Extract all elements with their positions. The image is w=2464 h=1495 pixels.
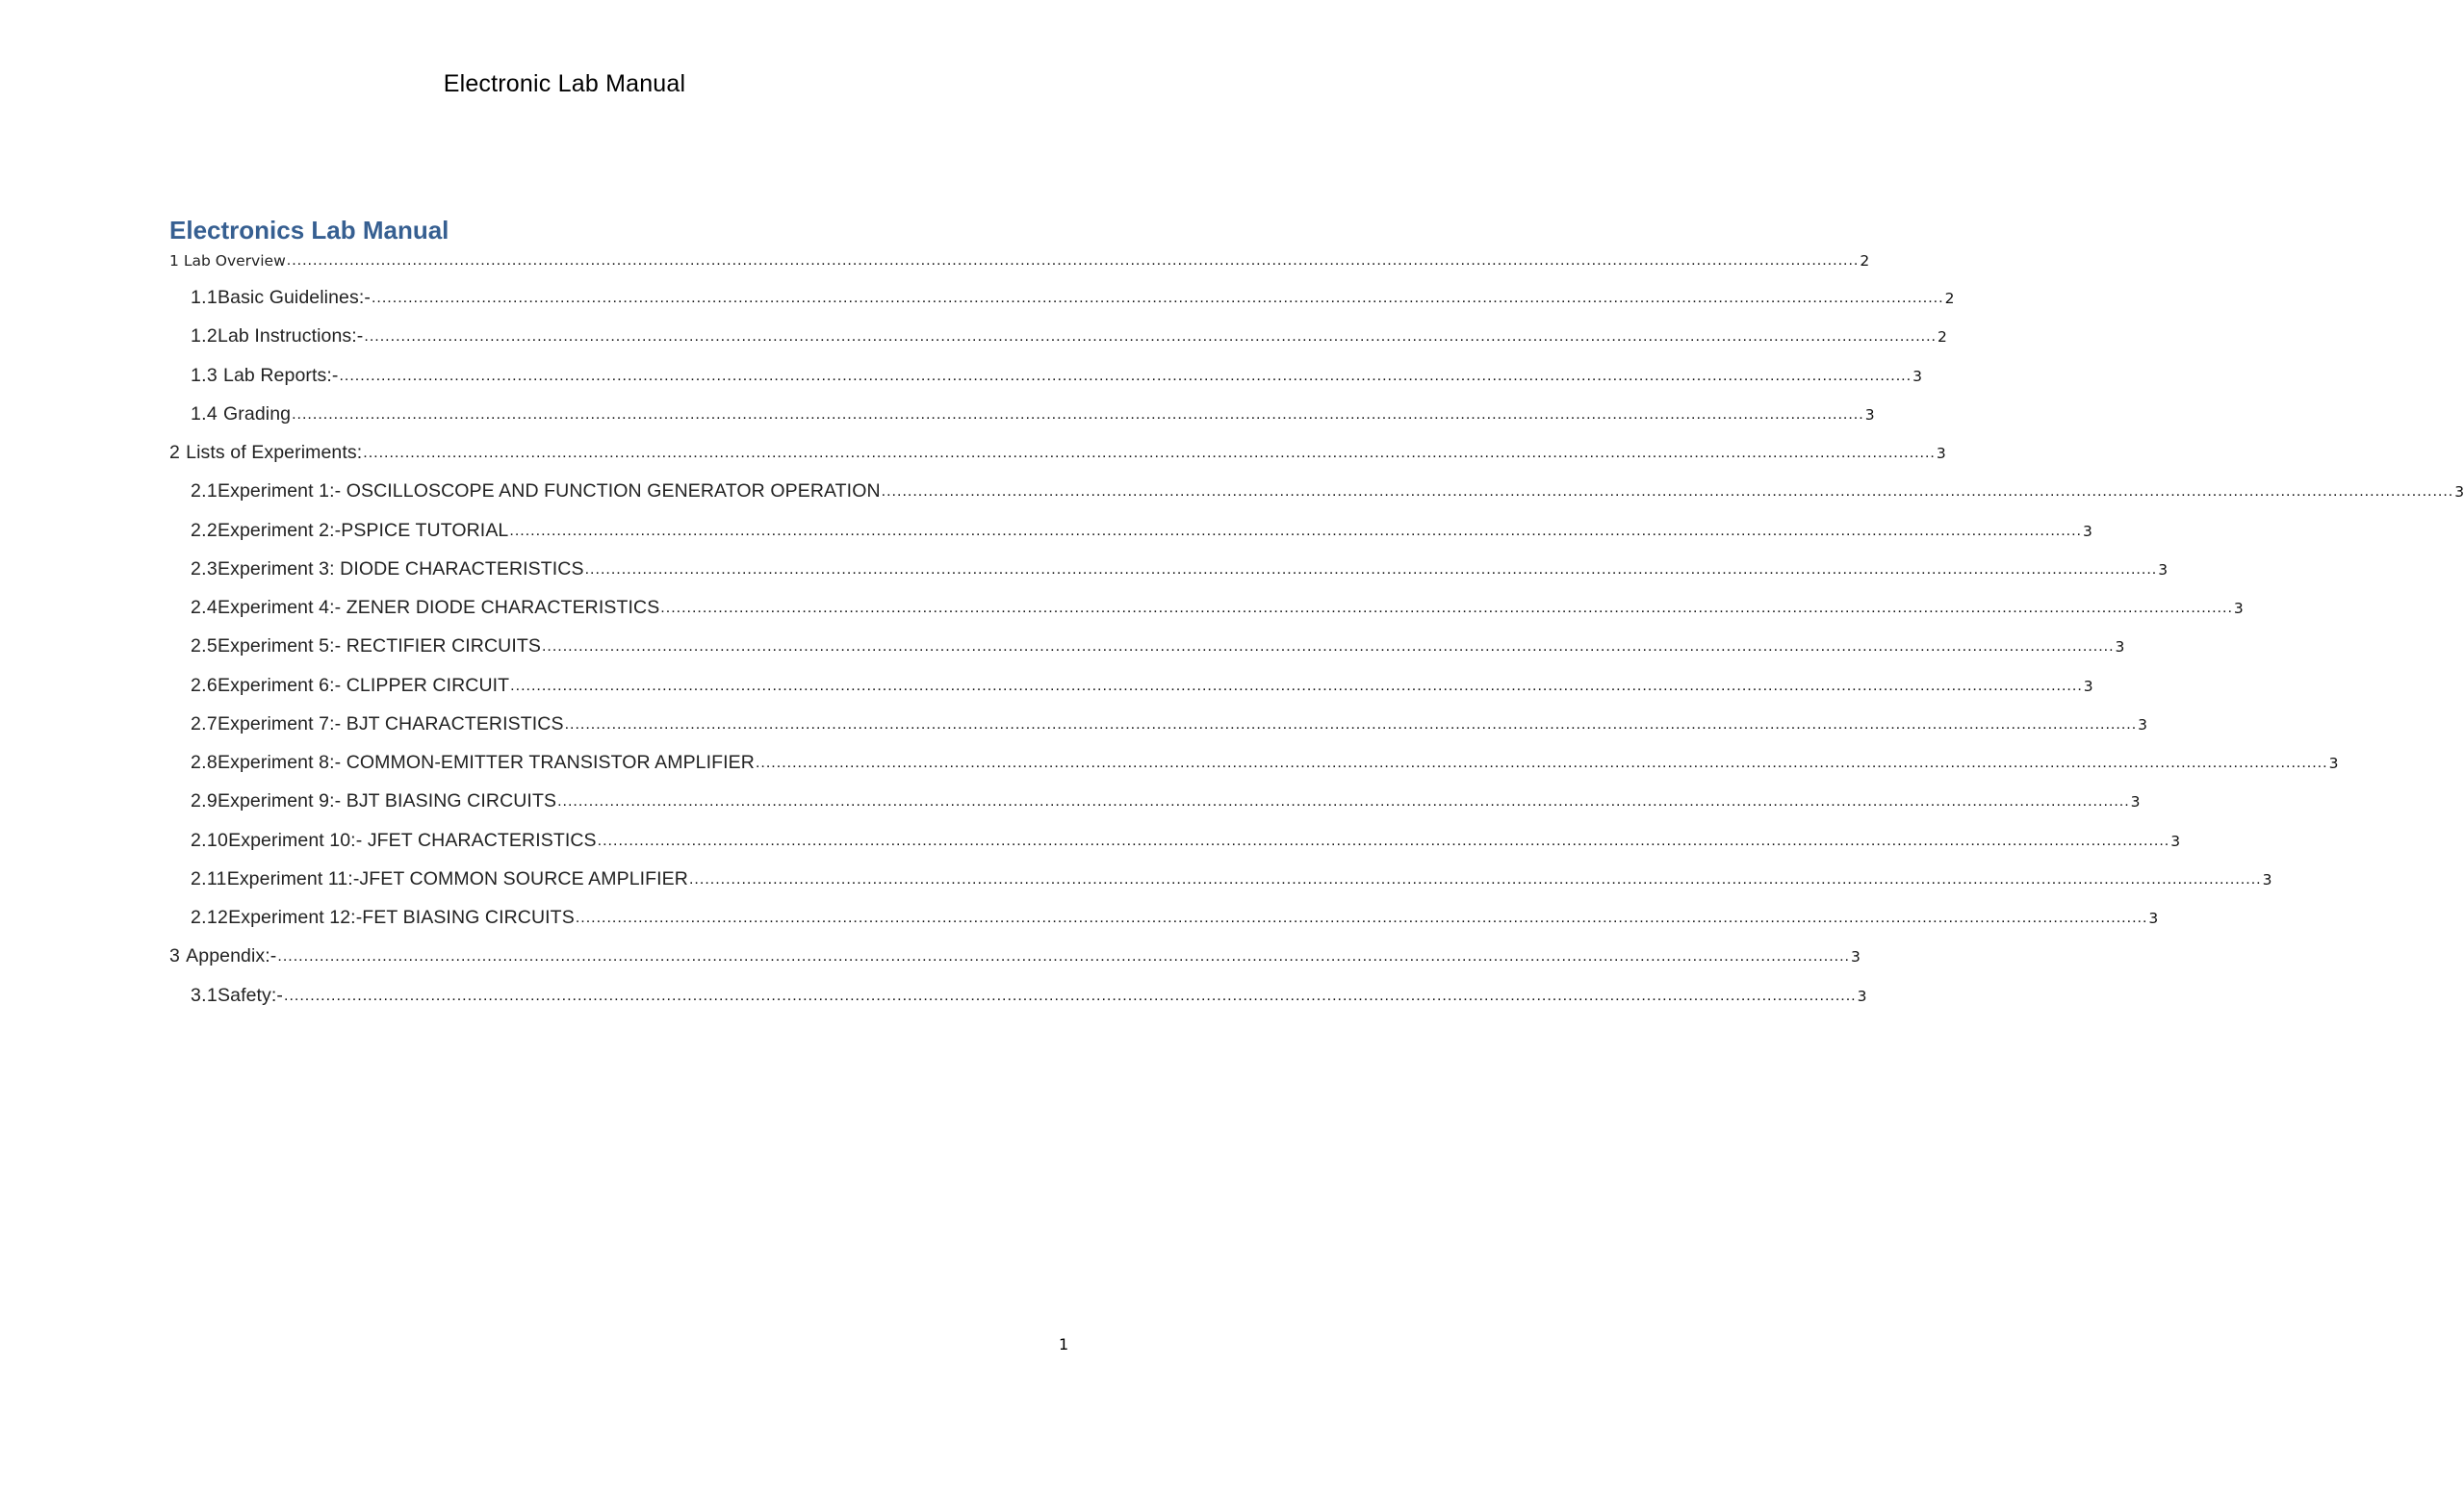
toc-dot-leader: ............................................................................................................................................................................................................................................................................................................ bbox=[881, 483, 2454, 501]
toc-entry-experiment-12[interactable] bbox=[191, 907, 2159, 945]
toc-dot-leader: ............................................................................................................................................................................................................................................................................................................ bbox=[509, 522, 2082, 539]
toc-entry-title: Experiment 5:- RECTIFIER CIRCUITS bbox=[218, 635, 541, 657]
page-number: 1 bbox=[1059, 1335, 1069, 1353]
toc-entry-number: 3.1 bbox=[191, 984, 218, 1006]
toc-entry-basic-guidelines[interactable] bbox=[191, 287, 1955, 325]
toc-dot-leader: ............................................................................................................................................................................................................................................................................................................ bbox=[564, 715, 2138, 733]
toc-entry-experiment-9[interactable] bbox=[191, 790, 2141, 829]
toc-dot-leader: ............................................................................................................................................................................................................................................................................................................ bbox=[597, 832, 2170, 849]
toc-entry-page: 3 bbox=[1936, 445, 1946, 462]
toc-entry-title: Experiment 3: DIODE CHARACTERISTICS bbox=[218, 557, 584, 580]
toc-entry-number: 2.4 bbox=[191, 597, 218, 618]
toc-entry-grading[interactable] bbox=[191, 402, 1875, 442]
toc-entry-title: Lists of Experiments: bbox=[186, 442, 363, 463]
page-header: Electronic Lab Manual bbox=[443, 70, 686, 97]
toc-entry-title: Experiment 11:-JFET COMMON SOURCE AMPLIFIER bbox=[226, 867, 688, 889]
toc-entry-number: 1.3 bbox=[191, 364, 218, 386]
toc-entry-page: 3 bbox=[2138, 715, 2148, 734]
toc-entry-experiment-2[interactable] bbox=[191, 519, 2092, 558]
toc-entry-number: 2 bbox=[169, 442, 181, 463]
toc-entry-number: 2.7 bbox=[191, 712, 218, 735]
toc-dot-leader: ............................................................................................................................................................................................................................................................................................................ bbox=[660, 600, 2233, 616]
toc-entry-experiment-4[interactable] bbox=[191, 597, 2244, 635]
toc-entry-number: 2.5 bbox=[191, 635, 218, 657]
toc-entry-experiment-7[interactable] bbox=[191, 712, 2148, 752]
toc-entry-title: Experiment 10:- JFET CHARACTERISTICS bbox=[228, 829, 597, 851]
toc-entry-page: 3 bbox=[2082, 522, 2092, 540]
toc-entry-title: Experiment 12:-FET BIASING CIRCUITS bbox=[228, 907, 575, 928]
toc-entry-lab-overview[interactable] bbox=[169, 248, 1870, 287]
toc-dot-leader: ............................................................................................................................................................................................................................................................................................................ bbox=[371, 290, 1944, 306]
toc-entry-title: Experiment 6:- CLIPPER CIRCUIT bbox=[218, 674, 510, 696]
toc-entry-title: Safety:- bbox=[218, 984, 284, 1006]
toc-entry-title: Grading bbox=[223, 402, 292, 425]
toc-entry-number: 1 bbox=[169, 252, 179, 270]
toc-entry-title: Lab Instructions:- bbox=[218, 325, 364, 348]
toc-entry-number: 3 bbox=[169, 945, 181, 967]
toc-entry-page: 3 bbox=[2130, 793, 2141, 812]
toc-entry-number: 1.1 bbox=[191, 287, 218, 308]
toc-entry-number: 2.3 bbox=[191, 557, 218, 580]
toc-entry-experiment-10[interactable] bbox=[191, 829, 2181, 868]
toc-entry-title: Lab Overview bbox=[183, 252, 286, 270]
toc-entry-title: Appendix:- bbox=[186, 945, 277, 967]
toc-entry-safety[interactable] bbox=[191, 984, 1867, 1023]
toc-entry-page: 2 bbox=[1860, 252, 1870, 270]
toc-dot-leader: ............................................................................................................................................................................................................................................................................................................ bbox=[277, 948, 1850, 966]
toc-entry-page: 3 bbox=[1864, 405, 1875, 424]
toc-entry-page: 3 bbox=[2454, 483, 2464, 502]
toc-entry-page: 3 bbox=[2328, 755, 2339, 772]
toc-entry-number: 1.4 bbox=[191, 402, 218, 425]
toc-entry-lists-of-experiments[interactable] bbox=[169, 442, 1946, 480]
toc-entry-title: Experiment 9:- BJT BIASING CIRCUITS bbox=[218, 790, 557, 812]
toc-dot-leader: ............................................................................................................................................................................................................................................................................................................ bbox=[510, 677, 2083, 694]
toc-dot-leader: ............................................................................................................................................................................................................................................................................................................ bbox=[284, 987, 1857, 1004]
toc-entry-title: Experiment 2:-PSPICE TUTORIAL bbox=[218, 519, 509, 541]
toc-entry-title: Basic Guidelines:- bbox=[218, 287, 371, 308]
toc-entry-title: Experiment 4:- ZENER DIODE CHARACTERISTICS bbox=[218, 597, 660, 618]
toc-entry-page: 3 bbox=[2262, 870, 2272, 889]
toc-entry-number: 1.2 bbox=[191, 325, 218, 348]
toc-entry-page: 3 bbox=[2158, 560, 2169, 579]
toc-entry-page: 3 bbox=[2115, 638, 2125, 657]
toc-dot-leader: ............................................................................................................................................................................................................................................................................................................ bbox=[339, 367, 1912, 384]
toc-entry-number: 2.8 bbox=[191, 752, 218, 773]
toc-dot-leader: ............................................................................................................................................................................................................................................................................................................ bbox=[286, 252, 1860, 269]
toc-entry-page: 3 bbox=[1912, 367, 1922, 385]
toc-entry-experiment-8[interactable] bbox=[191, 752, 2339, 790]
toc-entry-title: Lab Reports:- bbox=[223, 364, 339, 386]
toc-entry-experiment-1[interactable] bbox=[191, 480, 2464, 519]
toc-dot-leader: ............................................................................................................................................................................................................................................................................................................ bbox=[688, 870, 2262, 888]
toc-entry-number: 2.9 bbox=[191, 790, 218, 812]
toc-dot-leader: ............................................................................................................................................................................................................................................................................................................ bbox=[292, 405, 1864, 423]
table-of-contents bbox=[169, 248, 2464, 1023]
toc-dot-leader: ............................................................................................................................................................................................................................................................................................................ bbox=[541, 638, 2115, 656]
toc-entry-number: 2.10 bbox=[191, 829, 229, 851]
toc-dot-leader: ............................................................................................................................................................................................................................................................................................................ bbox=[557, 793, 2130, 811]
toc-entry-page: 2 bbox=[1944, 290, 1955, 307]
toc-entry-lab-reports[interactable] bbox=[191, 364, 1922, 403]
toc-entry-number: 2.6 bbox=[191, 674, 218, 696]
toc-entry-experiment-6[interactable] bbox=[191, 674, 2093, 713]
toc-dot-leader: ............................................................................................................................................................................................................................................................................................................ bbox=[755, 755, 2328, 771]
toc-dot-leader: ............................................................................................................................................................................................................................................................................................................ bbox=[575, 910, 2148, 926]
toc-entry-number: 2.1 bbox=[191, 480, 218, 503]
toc-dot-leader: ............................................................................................................................................................................................................................................................................................................ bbox=[363, 445, 1936, 461]
toc-entry-page: 3 bbox=[2233, 600, 2244, 617]
toc-entry-experiment-5[interactable] bbox=[191, 635, 2125, 674]
toc-entry-number: 2.2 bbox=[191, 519, 218, 541]
toc-heading: Electronics Lab Manual bbox=[169, 216, 449, 245]
toc-entry-appendix[interactable] bbox=[169, 945, 1861, 984]
toc-entry-page: 2 bbox=[1937, 328, 1947, 347]
toc-entry-experiment-11[interactable] bbox=[191, 867, 2272, 907]
toc-entry-lab-instructions[interactable] bbox=[191, 325, 1947, 364]
toc-entry-number: 2.11 bbox=[191, 867, 227, 889]
toc-dot-leader: ............................................................................................................................................................................................................................................................................................................ bbox=[364, 328, 1937, 346]
toc-entry-experiment-3[interactable] bbox=[191, 557, 2169, 597]
toc-entry-number: 2.12 bbox=[191, 907, 229, 928]
toc-entry-page: 3 bbox=[1857, 987, 1867, 1005]
toc-entry-page: 3 bbox=[2170, 832, 2181, 850]
toc-entry-title: Experiment 8:- COMMON-EMITTER TRANSISTOR AMPLIFIER bbox=[218, 752, 755, 773]
toc-entry-page: 3 bbox=[1850, 948, 1861, 967]
toc-entry-page: 3 bbox=[2083, 677, 2093, 695]
toc-entry-title: Experiment 1:- OSCILLOSCOPE AND FUNCTION GENERATOR OPERATION bbox=[218, 480, 881, 503]
toc-entry-page: 3 bbox=[2148, 910, 2159, 927]
toc-dot-leader: ............................................................................................................................................................................................................................................................................................................ bbox=[584, 560, 2158, 578]
toc-entry-title: Experiment 7:- BJT CHARACTERISTICS bbox=[218, 712, 564, 735]
